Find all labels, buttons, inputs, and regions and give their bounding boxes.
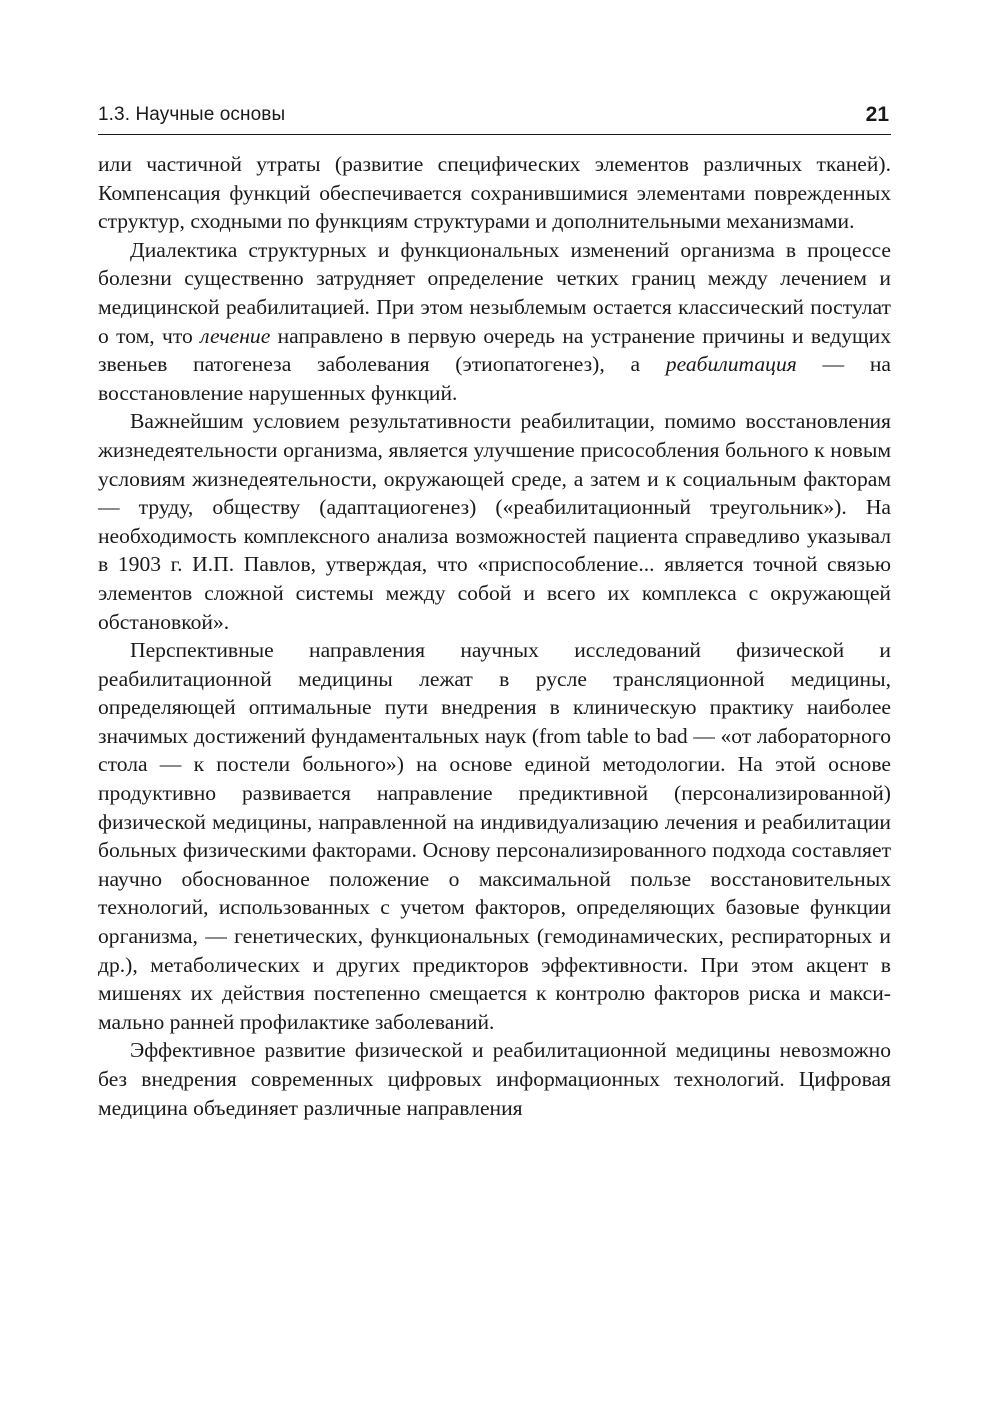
section-title: 1.3. Научные основы bbox=[98, 104, 286, 125]
paragraph-continuation: или частичной утраты (развитие специфических элементов различных тканей). Компенсация функций обеспечивается сохранившимися элементами поврежденных структур, сходными по функциям структурами и дополнительными механизмами. bbox=[98, 152, 891, 234]
paragraph-text-segment: Диалектика структурных и функциональных изменений организма в процессе болезни существенно затрудняет определение четких границ между лечением и медицинской реабилитацией. При этом незыблемым остается классический постулат о том, что bbox=[98, 237, 891, 348]
paragraph-text-segment: направлено в первую очередь на устранение причины и ведущих звеньев патогенеза заболевания (этиопатогенез), а bbox=[98, 323, 891, 377]
emphasis-rehabilitation: реабилитация bbox=[665, 352, 797, 377]
running-header bbox=[98, 104, 891, 135]
emphasis-treatment: лечение bbox=[200, 323, 271, 348]
body-text bbox=[98, 150, 891, 1122]
paragraph-digital-medicine: Эффективное развитие физической и реабилитационной медицины невозможно без внедрения современных цифровых информационных технологий. Цифровая медицина объединяет различные направления bbox=[98, 1038, 891, 1120]
paragraph-adaptation: Важнейшим условием результативности реабилитации, помимо восстановления жизнедеятельности организма, является улучшение присособления больного к новым условиям жизнедеятельности, окружающей среде, а затем и к социальным факторам — труду, обществу (адаптациогенез) («реабилитационный треугольник»). На необходимость комплексного анализа возможностей пациента справедливо указывал в 1903 г. И.П. Павлов, утверждая, что «приспособление... является точной связью элементов сложной системы между собой и всего их комплекса с окружающей обстановкой». bbox=[98, 409, 891, 634]
paragraph-translational-medicine: Перспективные направления научных исследований физической и реабилитационной медицины лежат в русле трансляционной медицины, определяющей оптимальные пути внедрения в клиническую практику наиболее значимых достижений фундаментальных наук (from table to bad — «от лабораторного стола — к постели больного») на основе единой методологии. На этой основе продуктивно развивается направление предиктивной (персонализированной) физической медицины, направленной на индивидуализацию лечения и реабилитации больных физическими факторами. Основу персонализированного подхода составляет научно обоснованное положение о максимальной пользе восстановительных технологий, использованных с учетом факторов, определяющих базовые функции организма, — генетических, функциональных (гемодинамических, респираторных и др.), метаболических и других предикторов эффективности. При этом акцент в мишенях их действия постепенно смещается к контролю факторов риска и максимально ранней профилактике заболеваний. bbox=[98, 638, 891, 1034]
paragraph-text-segment: — на восстановление нарушенных функций. bbox=[98, 352, 892, 405]
page-number: 21 bbox=[865, 103, 889, 126]
paragraph-dialectics bbox=[98, 236, 891, 408]
